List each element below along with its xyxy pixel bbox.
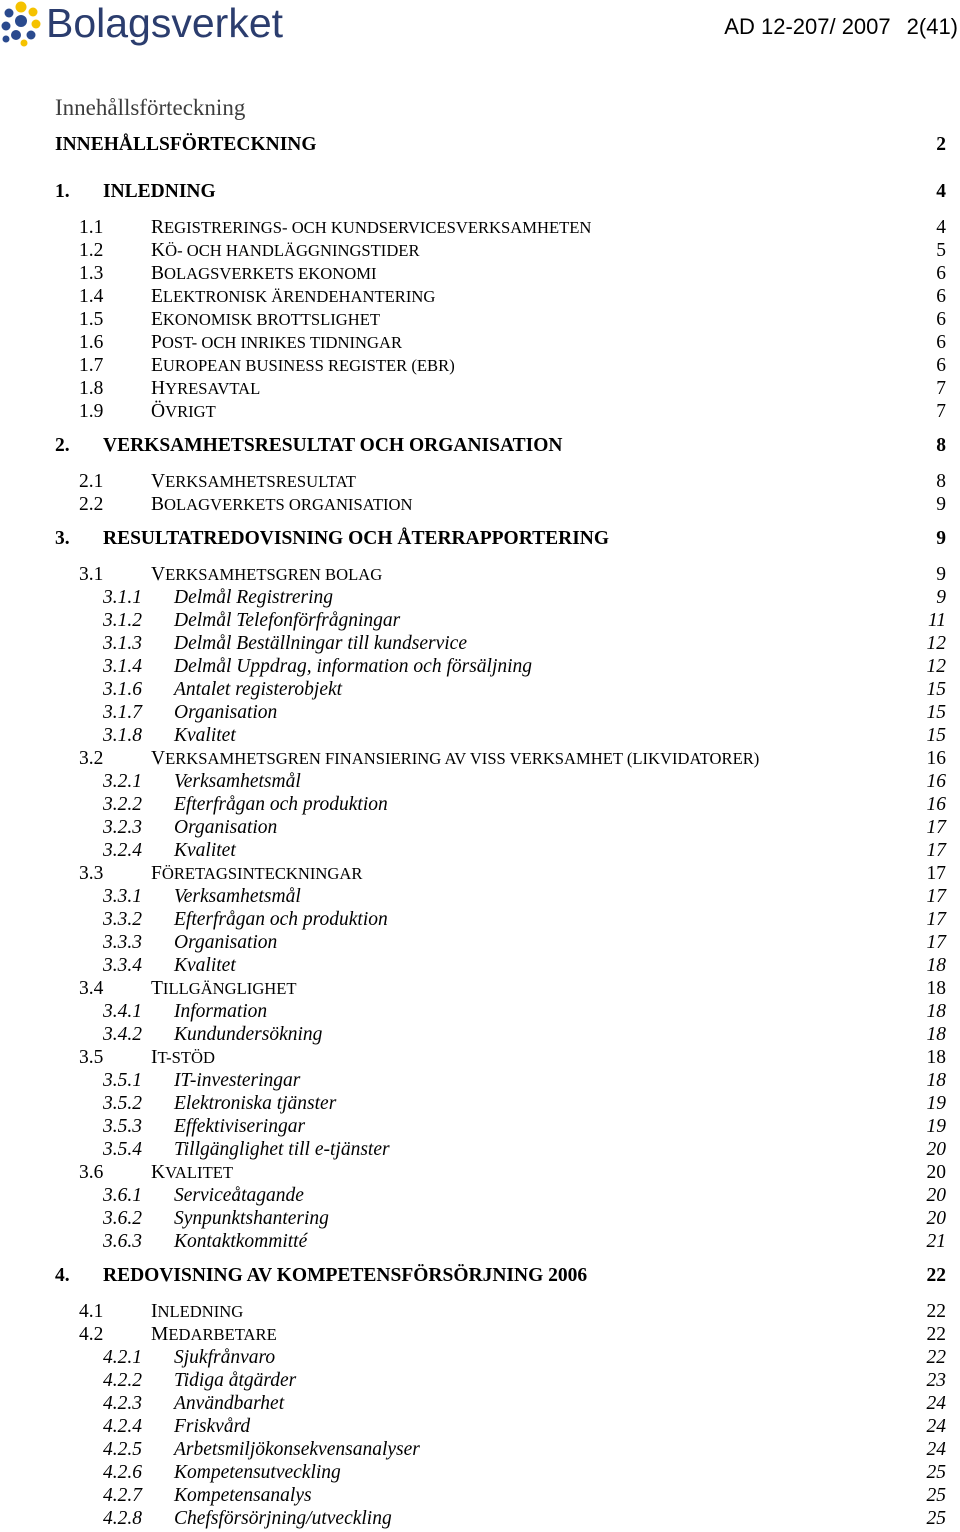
toc-entry-title: IT-STÖD [151, 1047, 215, 1068]
toc-entry-number: 3.5.1 [103, 1070, 142, 1091]
toc-entry-page-number: 12 [926, 633, 946, 654]
toc-entry-number: 4.2 [79, 1324, 104, 1345]
toc-entry-title: Delmål Uppdrag, information och försäljning [174, 656, 533, 677]
toc-entry-page-number: 20 [926, 1139, 946, 1160]
toc-entry-title: Efterfrågan och produktion [174, 909, 388, 930]
toc-entry-page-number: 11 [927, 610, 946, 631]
toc-section-entry [0, 377, 960, 400]
toc-entry-number: 4.2.6 [103, 1462, 142, 1483]
toc-entry-page-number: 18 [926, 978, 946, 999]
toc-entry-title: Friskvård [174, 1416, 251, 1437]
toc-section-entry [0, 308, 960, 331]
toc-section-entry [0, 354, 960, 377]
toc-entry-title: Tidiga åtgärder [174, 1370, 297, 1391]
toc-entry-title: Kvalitet [174, 840, 236, 861]
toc-section-entry [0, 216, 960, 239]
toc-entry-number: 3.4 [79, 978, 104, 999]
toc-subsection-entry [0, 609, 960, 632]
toc-entry-title: EUROPEAN BUSINESS REGISTER (EBR) [151, 355, 455, 376]
toc-heading: Innehållsförteckning [55, 95, 246, 120]
toc-entry-number: 1.9 [79, 401, 104, 422]
document-number: AD 12-207/ 2007 [724, 14, 891, 39]
toc-entry-number: 2. [55, 435, 70, 456]
toc-entry-number: 1.6 [79, 332, 104, 353]
toc-entry-number: 3.2.4 [103, 840, 142, 861]
toc-entry-page-number: 22 [926, 1324, 946, 1345]
toc-subsection-entry [0, 701, 960, 724]
toc-entry-number: 3.4.2 [103, 1024, 142, 1045]
toc-subsection-entry [0, 1092, 960, 1115]
toc-subsection-entry [0, 724, 960, 747]
toc-entry-title: Delmål Beställningar till kundservice [174, 633, 467, 654]
toc-entry-title: BOLAGVERKETS ORGANISATION [151, 494, 413, 515]
toc-entry-title: Kompetensanalys [174, 1485, 312, 1506]
toc-section-entry [0, 1300, 960, 1323]
toc-entry-title: POST- OCH INRIKES TIDNINGAR [151, 332, 403, 353]
toc-entry-number: 3.5.4 [103, 1139, 142, 1160]
toc-entry-page-number: 6 [936, 263, 946, 284]
brand-name: Bolagsverket [46, 0, 284, 46]
toc-entry-page-number: 20 [926, 1208, 946, 1229]
toc-entry-page-number: 8 [936, 471, 946, 492]
toc-entry-page-number: 22 [926, 1265, 946, 1286]
toc-section-entry [0, 239, 960, 262]
toc-entry-title: KVALITET [151, 1162, 233, 1183]
toc-entry-page-number: 4 [936, 181, 946, 202]
toc-entry-number: 3.3.4 [103, 955, 142, 976]
toc-entry-page-number: 9 [936, 494, 946, 515]
toc-subsection-entry [0, 1069, 960, 1092]
toc-entry-title: Synpunktshantering [174, 1208, 329, 1229]
toc-chapter-entry [0, 133, 960, 156]
toc-entry-number: 4.2.1 [103, 1347, 142, 1368]
toc-entry-number: 1.4 [79, 286, 104, 307]
toc-subsection-entry [0, 678, 960, 701]
toc-chapter-entry [0, 180, 960, 203]
toc-entry-number: 4.2.8 [103, 1508, 142, 1529]
toc-section-entry [0, 470, 960, 493]
toc-entry-title: KÖ- OCH HANDLÄGGNINGSTIDER [151, 240, 420, 261]
toc-subsection-entry [0, 1461, 960, 1484]
toc-entry-number: 3.2.2 [103, 794, 142, 815]
toc-entry-title: Organisation [174, 932, 278, 953]
toc-section-entry [0, 285, 960, 308]
toc-entry-page-number: 8 [936, 435, 946, 456]
toc-subsection-entry [0, 1438, 960, 1461]
toc-entry-page-number: 17 [926, 817, 946, 838]
toc-entry-title: Effektiviseringar [174, 1116, 306, 1137]
toc-entry-title: EKONOMISK BROTTSLIGHET [151, 309, 381, 330]
toc-entry-page-number: 9 [936, 564, 946, 585]
toc-entry-number: 3.4.1 [103, 1001, 142, 1022]
toc-chapter-entry [0, 527, 960, 550]
toc-entry-title: MEDARBETARE [151, 1324, 277, 1345]
toc-entry-page-number: 5 [936, 240, 946, 261]
toc-entry-number: 3.1.2 [103, 610, 142, 631]
toc-subsection-entry [0, 1184, 960, 1207]
toc-entry-number: 1.8 [79, 378, 104, 399]
toc-section-entry [0, 493, 960, 516]
toc-entry-page-number: 25 [926, 1462, 946, 1483]
toc-subsection-entry [0, 1230, 960, 1253]
toc-entry-title: Serviceåtagande [174, 1185, 304, 1206]
toc-subsection-entry [0, 931, 960, 954]
toc-entry-page-number: 18 [926, 1070, 946, 1091]
toc-subsection-entry [0, 1346, 960, 1369]
toc-section-entry [0, 1323, 960, 1346]
toc-chapter-entry [0, 434, 960, 457]
toc-entry-number: 3.1.6 [103, 679, 142, 700]
toc-entry-number: 3.1.1 [103, 587, 142, 608]
toc-entry-title: ELEKTRONISK ÄRENDEHANTERING [151, 286, 436, 307]
toc-entry-page-number: 18 [926, 1001, 946, 1022]
toc-section-entry [0, 262, 960, 285]
toc-section-entry [0, 563, 960, 586]
toc-entry-number: 2.1 [79, 471, 104, 492]
toc-subsection-entry [0, 908, 960, 931]
toc-entry-title: Organisation [174, 817, 278, 838]
toc-entry-page-number: 6 [936, 309, 946, 330]
toc-entry-number: 3.6.2 [103, 1208, 142, 1229]
toc-entry-number: 1.1 [79, 217, 104, 238]
toc-entry-number: 4.2.5 [103, 1439, 142, 1460]
toc-entry-number: 3.3.3 [103, 932, 142, 953]
toc-entry-page-number: 2 [936, 134, 946, 155]
toc-entry-number: 3.5 [79, 1047, 104, 1068]
toc-entry-page-number: 16 [926, 771, 946, 792]
toc-entry-title: Elektroniska tjänster [174, 1093, 337, 1114]
toc-entry-title: TILLGÄNGLIGHET [151, 978, 297, 999]
toc-subsection-entry [0, 1392, 960, 1415]
toc-subsection-entry [0, 1369, 960, 1392]
toc-entry-number: 3.3.2 [103, 909, 142, 930]
toc-entry-title: Tillgänglighet till e-tjänster [174, 1139, 390, 1160]
toc-entry-number: 3.1.3 [103, 633, 142, 654]
toc-entry-number: 4.1 [79, 1301, 104, 1322]
toc-entry-page-number: 20 [926, 1185, 946, 1206]
toc-entry-title: HYRESAVTAL [151, 378, 261, 399]
toc-entry-page-number: 7 [936, 378, 946, 399]
toc-entry-page-number: 24 [926, 1439, 946, 1460]
toc-subsection-entry [0, 793, 960, 816]
toc-entry-title: Arbetsmiljökonsekvensanalyser [174, 1439, 420, 1460]
toc-entry-number: 4. [55, 1265, 70, 1286]
toc-chapter-entry [0, 1264, 960, 1287]
document-reference [724, 16, 958, 38]
toc-entry-page-number: 23 [926, 1370, 946, 1391]
toc-subsection-entry [0, 1484, 960, 1507]
toc-entry-title: Delmål Telefonförfrågningar [174, 610, 401, 631]
toc-entry-page-number: 25 [926, 1508, 946, 1529]
toc-entry-title: Antalet registerobjekt [174, 679, 343, 700]
toc-entry-page-number: 18 [926, 955, 946, 976]
toc-section-entry [0, 1046, 960, 1069]
toc-entry-title: Kvalitet [174, 955, 236, 976]
toc-entry-title: Verksamhetsmål [174, 886, 301, 907]
toc-entry-number: 4.2.4 [103, 1416, 142, 1437]
toc-entry-page-number: 6 [936, 332, 946, 353]
toc-entry-page-number: 19 [926, 1116, 946, 1137]
table-of-contents [0, 94, 960, 1530]
toc-entry-number: 4.2.2 [103, 1370, 142, 1391]
toc-entry-title: Kontaktkommitté [174, 1231, 308, 1252]
toc-entry-title: Delmål Registrering [174, 587, 334, 608]
toc-entry-page-number: 7 [936, 401, 946, 422]
toc-entry-title: Sjukfrånvaro [174, 1347, 276, 1368]
toc-entry-title: RESULTATREDOVISNING OCH ÅTERRAPPORTERING [103, 528, 610, 549]
toc-subsection-entry [0, 954, 960, 977]
toc-entry-page-number: 19 [926, 1093, 946, 1114]
toc-entry-title: Användbarhet [174, 1393, 285, 1414]
toc-entry-number: 3.1.8 [103, 725, 142, 746]
toc-section-entry [0, 331, 960, 354]
toc-entry-title: Chefsförsörjning/utveckling [174, 1508, 392, 1529]
toc-subsection-entry [0, 586, 960, 609]
toc-entry-page-number: 18 [926, 1047, 946, 1068]
toc-entry-page-number: 6 [936, 355, 946, 376]
toc-entry-page-number: 15 [926, 702, 946, 723]
toc-entry-page-number: 24 [926, 1416, 946, 1437]
toc-subsection-entry [0, 839, 960, 862]
toc-entry-page-number: 21 [926, 1231, 946, 1252]
toc-entry-page-number: 18 [926, 1024, 946, 1045]
toc-entry-title: VERKSAMHETSGREN BOLAG [151, 564, 383, 585]
toc-entry-title: Organisation [174, 702, 278, 723]
toc-entry-title: Verksamhetsmål [174, 771, 301, 792]
toc-entry-number: 3.3.1 [103, 886, 142, 907]
toc-section-entry [0, 747, 960, 770]
toc-entry-number: 3.6.3 [103, 1231, 142, 1252]
toc-entry-page-number: 24 [926, 1393, 946, 1414]
toc-entry-page-number: 25 [926, 1485, 946, 1506]
toc-entry-number: 1.3 [79, 263, 104, 284]
toc-entry-number: 3.2 [79, 748, 104, 769]
toc-entry-title: INLEDNING [103, 181, 216, 202]
toc-entry-title: REGISTRERINGS- OCH KUNDSERVICESVERKSAMHETEN [151, 217, 592, 238]
toc-subsection-entry [0, 1207, 960, 1230]
toc-section-entry [0, 400, 960, 423]
toc-entry-title: Kompetensutveckling [174, 1462, 341, 1483]
toc-entry-number: 3.5.2 [103, 1093, 142, 1114]
toc-entry-number: 3.2.3 [103, 817, 142, 838]
toc-subsection-entry [0, 1115, 960, 1138]
toc-entry-title: IT-investeringar [174, 1070, 301, 1091]
toc-subsection-entry [0, 816, 960, 839]
toc-entry-page-number: 22 [926, 1301, 946, 1322]
toc-entry-title: INNEHÅLLSFÖRTECKNING [55, 134, 317, 155]
page-indicator: 2(41) [906, 14, 958, 39]
toc-entry-number: 1.2 [79, 240, 104, 261]
toc-entry-title: VERKSAMHETSGREN FINANSIERING AV VISS VERKSAMHET (LIKVIDATORER) [151, 748, 760, 769]
toc-entry-number: 4.2.3 [103, 1393, 142, 1414]
toc-entry-title: Information [174, 1001, 268, 1022]
toc-entry-page-number: 17 [926, 840, 946, 861]
toc-entry-number: 1. [55, 181, 70, 202]
toc-entry-number: 3.3 [79, 863, 104, 884]
toc-entry-number: 3.6 [79, 1162, 104, 1183]
toc-entry-title: FÖRETAGSINTECKNINGAR [151, 863, 363, 884]
toc-entry-number: 3.5.3 [103, 1116, 142, 1137]
toc-entry-page-number: 9 [936, 587, 946, 608]
toc-subsection-entry [0, 885, 960, 908]
toc-entry-page-number: 17 [926, 863, 946, 884]
toc-entry-page-number: 17 [926, 886, 946, 907]
toc-entry-page-number: 9 [936, 528, 946, 549]
toc-entry-title: Kundundersökning [174, 1024, 323, 1045]
toc-section-entry [0, 1161, 960, 1184]
toc-section-entry [0, 862, 960, 885]
toc-subsection-entry [0, 655, 960, 678]
toc-subsection-entry [0, 632, 960, 655]
toc-subsection-entry [0, 770, 960, 793]
toc-entry-number: 3.1.4 [103, 656, 142, 677]
toc-entry-title: VERKSAMHETSRESULTAT OCH ORGANISATION [103, 435, 563, 456]
toc-entry-page-number: 20 [926, 1162, 946, 1183]
toc-entry-page-number: 17 [926, 932, 946, 953]
toc-entry-page-number: 6 [936, 286, 946, 307]
toc-entry-title: INLEDNING [151, 1301, 244, 1322]
toc-entry-page-number: 4 [936, 217, 946, 238]
toc-entry-title: Kvalitet [174, 725, 236, 746]
toc-entry-title: BOLAGSVERKETS EKONOMI [151, 263, 377, 284]
toc-entry-number: 1.7 [79, 355, 104, 376]
toc-subsection-entry [0, 1000, 960, 1023]
toc-section-entry [0, 977, 960, 1000]
toc-entry-page-number: 16 [926, 748, 946, 769]
toc-entry-title: REDOVISNING AV KOMPETENSFÖRSÖRJNING 2006 [103, 1265, 588, 1286]
bolagsverket-logo-icon [0, 0, 44, 48]
toc-entry-page-number: 15 [926, 725, 946, 746]
toc-entry-title: Efterfrågan och produktion [174, 794, 388, 815]
toc-entry-page-number: 17 [926, 909, 946, 930]
toc-entry-number: 3. [55, 528, 70, 549]
toc-entry-page-number: 15 [926, 679, 946, 700]
toc-subsection-entry [0, 1507, 960, 1530]
toc-entry-number: 2.2 [79, 494, 104, 515]
toc-entry-page-number: 16 [926, 794, 946, 815]
toc-entry-number: 3.1.7 [103, 702, 142, 723]
toc-subsection-entry [0, 1415, 960, 1438]
toc-entry-title: VERKSAMHETSRESULTAT [151, 471, 356, 492]
toc-entry-title: ÖVRIGT [151, 401, 216, 422]
toc-entry-page-number: 22 [926, 1347, 946, 1368]
toc-entry-number: 4.2.7 [103, 1485, 142, 1506]
toc-entry-number: 3.1 [79, 564, 104, 585]
toc-entry-page-number: 12 [926, 656, 946, 677]
toc-entry-number: 3.2.1 [103, 771, 142, 792]
toc-subsection-entry [0, 1138, 960, 1161]
toc-entry-number: 1.5 [79, 309, 104, 330]
toc-subsection-entry [0, 1023, 960, 1046]
toc-entry-number: 3.6.1 [103, 1185, 142, 1206]
